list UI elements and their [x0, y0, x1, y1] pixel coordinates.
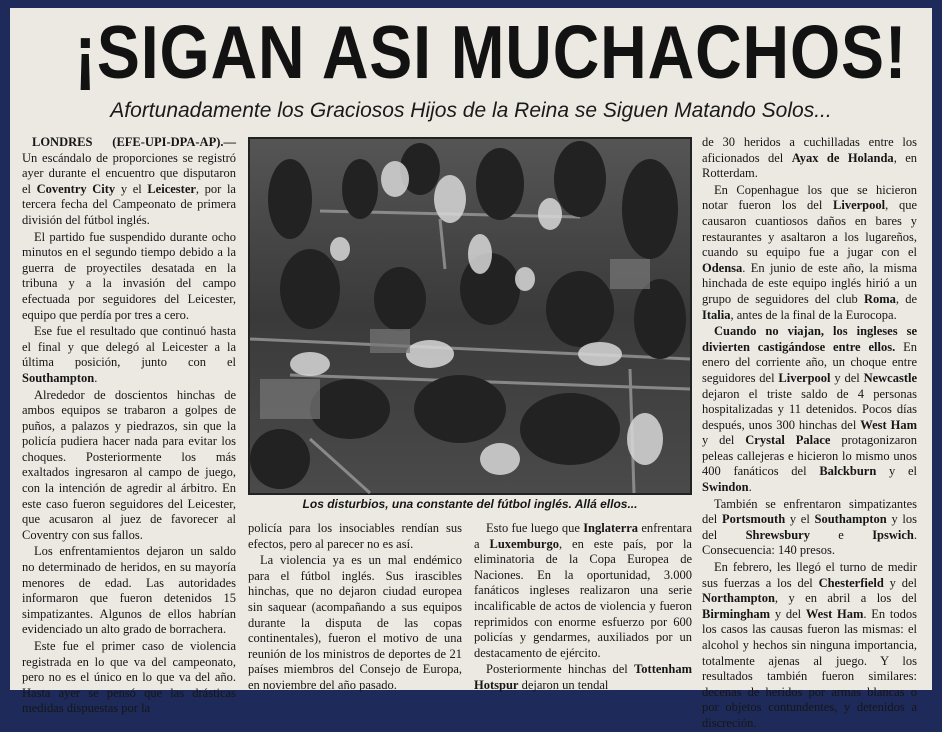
newspaper-clipping: [10, 8, 932, 730]
subheadline: Afortunadamente los Graciosos Hijos de la Reina se Siguen Matando Solos...: [110, 99, 832, 122]
dateline: LONDRES (EFE-UPI-DPA-AP).—: [32, 135, 236, 149]
paragraph: LONDRES (EFE-UPI-DPA-AP).— Un escándalo de proporciones se registró ayer durante el encuentro que disputaron el Coventry City y el Leicester, por la tercera fecha del Campeonato de primera división del fútbol inglés.: [22, 135, 236, 227]
paragraph: También se enfrentaron simpatizantes del Portsmouth y el Southampton y los del Shrewsbury e Ipswich. Consecuencia: 140 presos.: [702, 496, 917, 558]
paragraph: Este fue el primer caso de violencia registrada en lo que va del campeonato, pero no es el único en lo que va del año. Hasta ayer se pensó que las drásticas medidas dispuestas por la: [22, 639, 236, 716]
paragraph: Ese fue el resultado que continuó hasta el final y que delegó al Leicester a la última posición, junto con el Southampton.: [22, 324, 236, 385]
headline: ¡SIGAN ASI MUCHACHOS!: [74, 10, 908, 94]
paragraph: Posteriormente hinchas del Tottenham Hotspur dejaron un tendal: [474, 662, 692, 692]
paragraph: policía para los insociables rendían sus efectos, pero al parecer no es así.: [248, 521, 462, 551]
crowd-photo-image: [250, 139, 690, 493]
crowd-photo: [248, 137, 692, 495]
paragraph: Los enfrentamientos dejaron un saldo no determinado de heridos, en su mayoría menores de edad. Las autoridades informaron que fueron detenidos 15 simpatizantes. Algunos de ellos habrían evidenciado un alto grado de borrachera.: [22, 544, 236, 637]
paragraph: Esto fue luego que Inglaterra enfrentara a Luxemburgo, en este país, por la eliminatoria de la Copa Europea de Naciones. En la oportunidad, 3.000 fanáticos ingleses realizaron una serie incalificable de actos de violencia y fueron reprimidos con enorme esfuerzo por 600 policías y gendarmes, auxiliados por un destacamento de ejército.: [474, 521, 692, 660]
paragraph: La violencia ya es un mal endémico para el fútbol inglés. Sus irascibles hinchas, que no dejaron ciudad europea sin saquear (acompañando a sus equipos durante la disputa de las copas continentales), fueron el motivo de una reunión de los ministros de deportes de 21 países miembros del Consejo de Europa, en noviembre del año pasado.: [248, 553, 462, 692]
column-2b: [474, 521, 692, 692]
column-3: [702, 135, 918, 730]
paragraph: En febrero, les llegó el turno de medir sus fuerzas a los del Chesterfield y del Northampton, y en abril a los del Birmingham y del West Ham. En todos los casos las causas fueron las mismas: el alcohol y hechos sin ninguna importancia, totalmente ajenas al juego. Y los resultados también fueron similares: decenas de heridos por armas blancas o por objetos contundentes, y detenidos a discreción.: [702, 560, 917, 730]
column-1: [22, 135, 236, 716]
column-2a: [248, 521, 462, 692]
paragraph: Cuando no viajan, los ingleses se divierten castigándose entre ellos. En enero del corriente año, un choque entre seguidores del Liverpool y del Newcastle dejaron el triste saldo de 4 personas hospitalizadas y 11 detenidos. Pocos días después, unos 300 hinchas del West Ham y del Crystal Palace protagonizaron peleas callejeras e hicieron lo mismo unos 400 fanáticos del Balckburn y el Swindon.: [702, 324, 918, 495]
paragraph: Alrededor de doscientos hinchas de ambos equipos se trabaron a golpes de puños, a palazos y piedrazos, sin que la policía pudiera hacer nada para evitar los choques. Posteriormente los más exaltados ingresaron al campo de juego, con la intención de agredir al árbitro. En este caso fueron seguidores del Leicester, que acusaron al juez de favorecer al Coventry con sus fallos.: [22, 387, 236, 542]
paragraph: El partido fue suspendido durante ocho minutos en el segundo tiempo debido a la guerra de proyectiles desatada en la tribuna y a la invasión del campo efectuada por seguidores del Leicester, equipo que perdía por tres a cero.: [22, 229, 236, 322]
photo-caption: Los disturbios, una constante del fútbol inglés. Allá ellos...: [302, 497, 638, 511]
paragraph: de 30 heridos a cuchilladas entre los aficionados del Ayax de Holanda, en Rotterdam.: [702, 135, 918, 181]
paragraph: En Copenhague los que se hicieron notar fueron los del Liverpool, que causaron cuantiosos daños en bares y restaurantes y asaltaron a los lugareños, cuando su equipo fue a jugar con el Odensa. En junio de este año, la misma hinchada de este equipo inglés hirió a un grupo de seguidores del club Roma, de Italia, antes de la final de la Eurocopa.: [702, 182, 917, 322]
